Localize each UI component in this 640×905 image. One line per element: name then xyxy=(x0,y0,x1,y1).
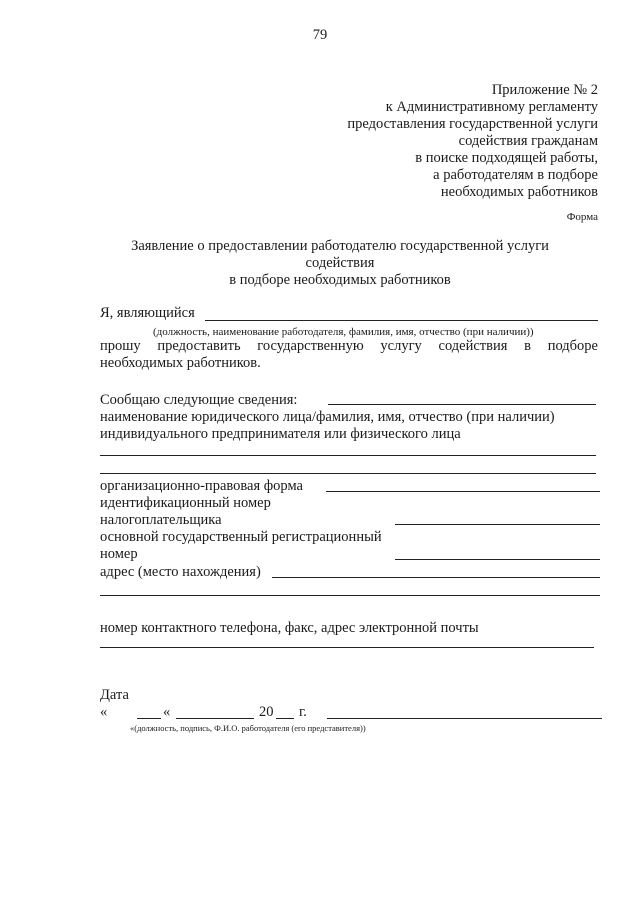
inn-label-1: идентификационный номер xyxy=(100,495,271,511)
appendix-line: необходимых работников xyxy=(440,184,598,200)
ogrn-label-2: номер xyxy=(100,546,138,562)
title-line: содействия xyxy=(305,255,375,271)
applicant-field-line[interactable] xyxy=(205,320,598,321)
name-field-line-2[interactable] xyxy=(100,473,596,474)
info-intro: Сообщаю следующие сведения: xyxy=(100,392,298,408)
legal-form-line[interactable] xyxy=(326,491,600,492)
applicant-prefix: Я, являющийся xyxy=(100,305,195,321)
title-line: в подборе необходимых работников xyxy=(229,272,451,288)
year-suffix: г. xyxy=(299,704,307,720)
request-text-line2: необходимых работников. xyxy=(100,355,261,371)
appendix-line: содействия гражданам xyxy=(458,133,598,149)
name-label-2: индивидуального предпринимателя или физического лица xyxy=(100,426,461,442)
contacts-label: номер контактного телефона, факс, адрес электронной почты xyxy=(100,620,479,636)
day-line[interactable] xyxy=(137,718,161,719)
page-number: 79 xyxy=(312,27,328,43)
inn-label-2: налогоплательщика xyxy=(100,512,222,528)
year-line[interactable] xyxy=(276,718,294,719)
signature-line[interactable] xyxy=(327,718,602,719)
ogrn-line[interactable] xyxy=(395,559,600,560)
signature-hint: «(должность, подпись, Ф.И.О. работодателя (его представителя)) xyxy=(130,723,366,733)
address-line[interactable] xyxy=(272,577,600,578)
name-label-1: наименование юридического лица/фамилия, имя, отчество (при наличии) xyxy=(100,409,555,425)
form-label: Форма xyxy=(566,211,598,223)
month-line[interactable] xyxy=(176,718,254,719)
address-label: адрес (место нахождения) xyxy=(100,564,261,580)
appendix-line: Приложение № 2 xyxy=(491,82,598,98)
address-line-2[interactable] xyxy=(100,595,600,596)
info-intro-line[interactable] xyxy=(328,404,596,405)
title-line: Заявление о предоставлении работодателю государственной услуги xyxy=(131,238,549,254)
date-quote-close: « xyxy=(163,704,171,720)
date-quote-open: « xyxy=(100,704,108,720)
inn-line[interactable] xyxy=(395,524,600,525)
appendix-line: а работодателям в подборе xyxy=(433,167,598,183)
appendix-line: в поиске подходящей работы, xyxy=(415,150,598,166)
appendix-line: к Административному регламенту xyxy=(385,99,598,115)
applicant-hint: (должность, наименование работодателя, фамилия, имя, отчество (при наличии)) xyxy=(153,326,534,338)
request-text-line1: прошу предоставить государственную услугу содействия в подборе xyxy=(100,338,598,354)
date-label: Дата xyxy=(100,687,129,703)
year-prefix: 20 xyxy=(259,704,274,720)
contacts-line[interactable] xyxy=(100,647,594,648)
name-field-line[interactable] xyxy=(100,455,596,456)
appendix-line: предоставления государственной услуги xyxy=(347,116,598,132)
legal-form-label: организационно-правовая форма xyxy=(100,478,303,494)
ogrn-label-1: основной государственный регистрационный xyxy=(100,529,382,545)
